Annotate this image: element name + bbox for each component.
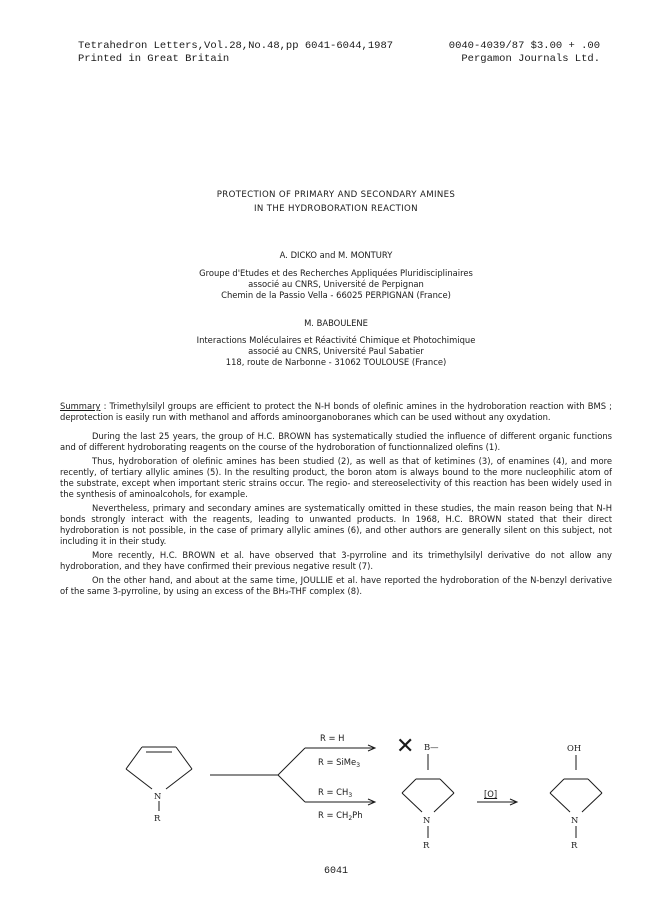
printed-location: Printed in Great Britain — [78, 53, 230, 65]
boron-product-structure — [402, 754, 454, 838]
pyrroline-n-label: N — [154, 791, 162, 801]
ring-bond — [434, 793, 454, 812]
ring-bond — [166, 769, 192, 789]
journal-citation: Tetrahedron Letters,Vol.28,No.48,pp 6041-6044,1987 — [78, 40, 394, 52]
pyrroline-structure — [126, 747, 192, 811]
hydroxyl-label: OH — [567, 743, 582, 753]
summary-label: Summary — [60, 401, 101, 411]
boron-product-n-label: N — [423, 815, 431, 825]
body-paragraph: Nevertheless, primary and secondary amines are systematically omitted in these studies, the main reason being that N-H bonds strongly interact with the reagents, leading to unwanted products. In 1968, H.C. BROWN stated that their direct hydroboration is not possible, in the case of primary allylic amines (6), and other authors are generally silent on this subject, not including it in their study. — [60, 503, 612, 546]
body-paragraph: Thus, hydroboration of olefinic amines has been studied (2), as well as that of ketimines (3), of enamines (4), and more recently, of tertiary allylic amines (5). In the resulting product, the boron atom is always bound to the more nucleophilic atom of the substrate, except when important steric strains occur. The regio- and stereoselectivity of this reaction has been widely used in the synthesis of aminoalcohols, for example. — [60, 456, 612, 499]
label-r-ch2ph-sub: 2 — [348, 815, 353, 822]
journal-price: 0040-4039/87 $3.00 + .00 — [448, 40, 600, 52]
label-r-sime3 — [318, 757, 360, 769]
label-r-ch3-sub: 3 — [348, 792, 353, 799]
summary-paragraph — [60, 401, 612, 423]
label-r-ch2ph-a: R = CH — [318, 810, 349, 820]
affiliation-line: Interactions Moléculaires et Réactivité Chimique et Photochimique — [196, 335, 476, 345]
ring-bond — [440, 779, 454, 793]
affiliation-line: 118, route de Narbonne - 31062 TOULOUSE (France) — [225, 357, 447, 367]
branch-down-line — [278, 775, 305, 802]
title-line-2: IN THE HYDROBORATION REACTION — [254, 204, 418, 214]
ring-bond — [550, 779, 564, 793]
journal-header — [78, 40, 600, 66]
paper-title — [0, 188, 672, 216]
branch-up-line — [278, 748, 305, 775]
ring-bond — [402, 793, 422, 812]
article-body — [60, 401, 612, 600]
reaction-scheme — [0, 730, 672, 860]
label-r-ch3 — [318, 787, 352, 799]
body-paragraph: During the last 25 years, the group of H.C. BROWN has systematically studied the influence of different organic functions and of different hydroborating reagents on the course of the hydroboration of functionnalized olefins (1). — [60, 431, 612, 452]
ring-bond — [550, 793, 570, 812]
author-names-1: A. DICKO and M. MONTURY — [279, 250, 393, 260]
title-line-1: PROTECTION OF PRIMARY AND SECONDARY AMINES — [216, 190, 456, 200]
boron-label: B— — [424, 742, 439, 752]
ring-bond — [582, 793, 602, 812]
authors-block-1 — [0, 250, 672, 301]
publisher: Pergamon Journals Ltd. — [461, 53, 600, 65]
no-reaction-cross: ✕ — [396, 734, 415, 759]
authors-block-2 — [0, 318, 672, 368]
boron-product-r-label: R — [423, 840, 430, 850]
ring-bond — [126, 769, 152, 789]
label-r-sime3-main: R = SiMe — [318, 757, 357, 767]
label-r-ch2ph — [318, 810, 363, 822]
affiliation-line: associé au CNRS, Université de Perpignan — [248, 279, 424, 289]
body-paragraph: On the other hand, and about at the same time, JOULLIE et al. have reported the hydroboration of the N-benzyl derivative of the same 3-pyrroline, by using an excess of the BH₃-THF complex (8). — [60, 575, 612, 596]
label-r-h: R = H — [320, 733, 345, 743]
ring-bond — [176, 747, 192, 769]
label-r-sime3-sub: 3 — [356, 762, 361, 769]
ring-bond — [588, 779, 602, 793]
alcohol-product-structure — [550, 755, 602, 838]
affiliation-line: Groupe d'Etudes et des Recherches Appliquées Pluridisciplinaires — [199, 268, 473, 278]
affiliation-line: associé au CNRS, Université Paul Sabatier — [248, 346, 424, 356]
page-number: 6041 — [323, 866, 348, 877]
oxidation-label: [O] — [484, 789, 498, 799]
pyrroline-r-label: R — [154, 813, 161, 823]
author-names-2: M. BABOULENE — [304, 318, 368, 328]
label-r-ch2ph-b: Ph — [352, 810, 363, 820]
body-paragraph: More recently, H.C. BROWN et al. have observed that 3-pyrroline and its trimethylsilyl derivative do not allow any hydroboration, and they have confirmed their previous negative result (7). — [60, 550, 612, 571]
alcohol-product-n-label: N — [571, 815, 579, 825]
summary-text: : Trimethylsilyl groups are efficient to protect the N-H bonds of olefinic amines in the hydroboration reaction with BMS ; deprotection is easily run with methanol and affords aminoorganoboranes which can be used without any oxydation. — [60, 401, 612, 422]
label-r-ch3-main: R = CH — [318, 787, 349, 797]
ring-bond — [126, 747, 142, 769]
alcohol-product-r-label: R — [571, 840, 578, 850]
affiliation-line: Chemin de la Passio Vella - 66025 PERPIGNAN (France) — [221, 290, 451, 300]
ring-bond — [402, 779, 416, 793]
